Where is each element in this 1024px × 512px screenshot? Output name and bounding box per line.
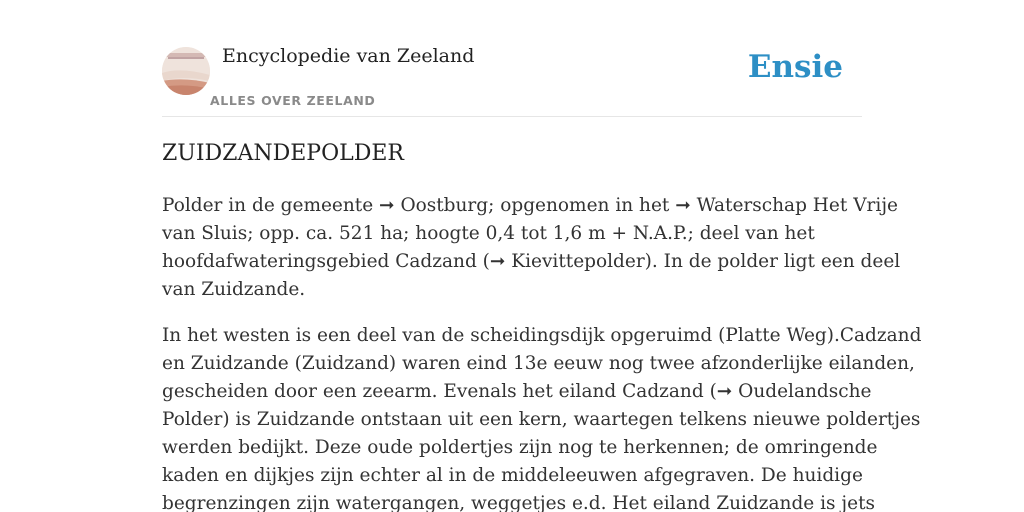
avatar-photo-icon [162,47,210,95]
paragraph-line: van Sluis; opp. ca. 521 ha; hoogte 0,4 tot 1,6 m + N.A.P.; deel van het [162,223,815,244]
article-title: ZUIDZANDEPOLDER [162,141,404,166]
paragraph-line: Polder) is Zuidzande ontstaan uit een kern, waartegen telkens nieuwe poldertjes [162,409,921,430]
site-header [162,0,862,117]
paragraph-line: gescheiden door een zeearm. Evenals het eiland Cadzand (➞ Oudelandsche [162,381,872,402]
article-paragraph [162,192,901,304]
paragraph-line: In het westen is een deel van de scheidingsdijk opgeruimd (Platte Weg).Cadzand [162,325,922,346]
paragraph-line: en Zuidzande (Zuidzand) waren eind 13e eeuw nog twee afzonderlijke eilanden, [162,353,915,374]
site-title-link[interactable]: Encyclopedie van Zeeland [222,45,475,67]
paragraph-line: werden bedijkt. Deze oude poldertjes zijn nog te herkennen; de omringende [162,437,878,458]
paragraph-line: kaden en dijkjes zijn echter al in de middeleeuwen afgegraven. De huidige [162,465,863,486]
paragraph-line: van Zuidzande. [162,279,306,300]
ensie-logo-link[interactable]: Ensie [747,49,843,85]
paragraph-line: hoofdafwateringsgebied Cadzand (➞ Kievittepolder). In de polder ligt een deel [162,251,901,272]
site-avatar[interactable] [162,47,210,95]
paragraph-line: Polder in de gemeente ➞ Oostburg; opgenomen in het ➞ Waterschap Het Vrije [162,195,898,216]
site-tagline: ALLES OVER ZEELAND [210,93,376,108]
article-paragraph [162,322,922,512]
paragraph-line: begrenzingen zijn watergangen, weggetjes e.d. Het eiland Zuidzande is jets [162,493,876,512]
article [162,138,922,512]
